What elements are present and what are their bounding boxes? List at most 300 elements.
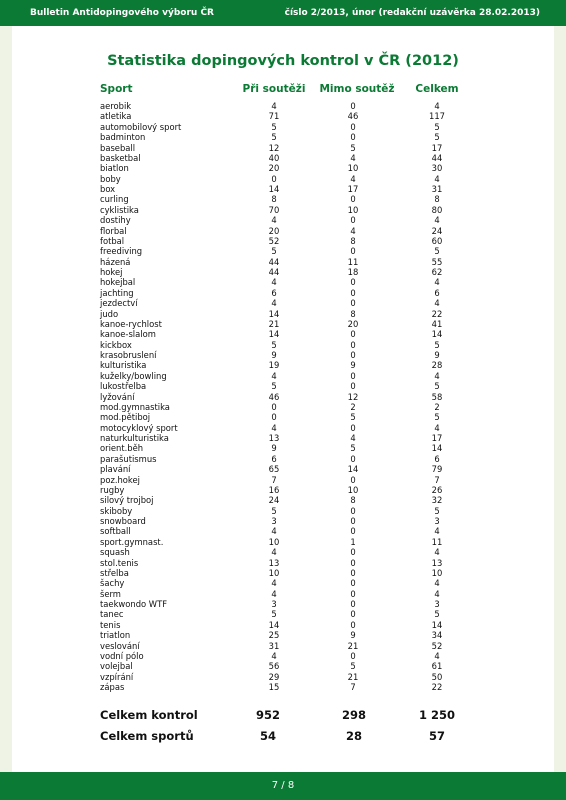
in-competition-value: 10 (268, 536, 280, 547)
sport-name: vzpírání (100, 671, 134, 682)
out-of-competition-value: 2 (350, 401, 356, 412)
table-row (12, 319, 554, 329)
out-of-competition-value: 0 (350, 370, 356, 381)
out-of-competition-value: 10 (347, 484, 359, 495)
sport-name: mod.pětiboj (100, 412, 151, 423)
table-row (12, 257, 554, 267)
sport-name: snowboard (100, 516, 146, 526)
out-of-competition-value: 11 (347, 256, 359, 267)
table-row (12, 371, 554, 381)
in-competition-value: 3 (271, 599, 277, 609)
total-value: 8 (434, 194, 440, 205)
sport-name: hokej (100, 267, 123, 277)
total-value: 13 (431, 557, 443, 568)
total-value: 9 (434, 350, 440, 360)
table-row (12, 246, 554, 256)
in-competition-value: 19 (268, 360, 280, 371)
sport-name: vodní pólo (100, 650, 144, 661)
sport-name: házená (100, 256, 131, 267)
sport-name: stol.tenis (100, 557, 139, 568)
table-row (12, 277, 554, 287)
table-row (12, 609, 554, 619)
total-value: 117 (429, 111, 445, 122)
total-value: 5 (434, 505, 440, 516)
sport-name: fotbal (100, 235, 125, 246)
in-competition-value: 70 (268, 204, 280, 215)
column-header-sport: Sport (100, 83, 133, 95)
table-row (12, 443, 554, 453)
total-value: 14 (431, 329, 443, 340)
page-number: 7 / 8 (271, 780, 295, 791)
out-of-competition-value: 0 (350, 474, 356, 485)
in-competition-value: 4 (271, 526, 277, 537)
out-of-competition-value: 4 (350, 433, 356, 443)
out-of-competition-value: 0 (350, 650, 356, 661)
total-value: 32 (431, 495, 443, 506)
in-competition-value: 4 (271, 650, 277, 661)
total-value: 4 (434, 277, 440, 288)
total-controls-label: Celkem kontrol (100, 708, 198, 722)
sport-name: jezdectví (100, 298, 138, 309)
table-row (12, 599, 554, 609)
sport-name: jachting (100, 287, 134, 298)
table-row (12, 153, 554, 163)
sport-name: skiboby (100, 505, 133, 516)
table-row (12, 402, 554, 412)
total-controls-out: 298 (341, 708, 366, 722)
out-of-competition-value: 0 (350, 350, 356, 360)
sport-name: parašutismus (100, 453, 157, 464)
in-competition-value: 5 (271, 381, 277, 392)
in-competition-value: 4 (271, 547, 277, 558)
table-row (12, 423, 554, 433)
sport-name: judo (100, 308, 119, 319)
out-of-competition-value: 0 (350, 287, 356, 298)
total-value: 62 (431, 267, 443, 277)
sport-name: veslování (100, 640, 140, 651)
in-competition-value: 4 (271, 422, 277, 433)
in-competition-value: 44 (268, 256, 280, 267)
in-competition-value: 4 (271, 101, 277, 111)
total-value: 26 (431, 484, 443, 495)
total-value: 17 (431, 433, 443, 443)
page-title: Statistika dopingových kontrol v ČR (2012) (107, 53, 459, 69)
total-value: 4 (434, 173, 440, 184)
table-row (12, 672, 554, 682)
total-controls-in: 952 (255, 708, 280, 722)
in-competition-value: 16 (268, 484, 280, 495)
sport-name: badminton (100, 132, 146, 143)
table-row (12, 589, 554, 599)
table-row (12, 475, 554, 485)
in-competition-value: 5 (271, 505, 277, 516)
out-of-competition-value: 10 (347, 163, 359, 174)
bulletin-title: Bulletin Antidopingového výboru ČR (30, 8, 214, 18)
out-of-competition-value: 0 (350, 453, 356, 464)
in-competition-value: 5 (271, 121, 277, 132)
table-row (12, 537, 554, 547)
sport-name: aerobik (100, 101, 132, 111)
out-of-competition-value: 9 (350, 630, 356, 641)
out-of-competition-value: 4 (350, 225, 356, 236)
sport-name: box (100, 184, 116, 194)
in-competition-value: 5 (271, 339, 277, 350)
out-of-competition-value: 8 (350, 308, 356, 319)
out-of-competition-value: 0 (350, 298, 356, 309)
table-row (12, 641, 554, 651)
sport-name: kanoe-slalom (100, 329, 156, 340)
total-value: 58 (431, 391, 443, 402)
total-sports-all: 57 (428, 729, 445, 743)
table-row (12, 526, 554, 536)
out-of-competition-value: 0 (350, 277, 356, 288)
table-row (12, 184, 554, 194)
in-competition-value: 4 (271, 298, 277, 309)
table-row (12, 360, 554, 370)
in-competition-value: 20 (268, 225, 280, 236)
in-competition-value: 56 (268, 661, 280, 672)
total-value: 14 (431, 443, 443, 454)
table-row (12, 485, 554, 495)
in-competition-value: 5 (271, 609, 277, 620)
table-row (12, 288, 554, 298)
total-value: 5 (434, 339, 440, 350)
column-header-in-competition: Při soutěži (242, 83, 306, 95)
out-of-competition-value: 5 (350, 661, 356, 672)
total-value: 31 (431, 184, 443, 194)
in-competition-value: 10 (268, 567, 280, 578)
out-of-competition-value: 46 (347, 111, 359, 122)
in-competition-value: 8 (271, 194, 277, 205)
table-row (12, 464, 554, 474)
in-competition-value: 5 (271, 132, 277, 143)
page-content (12, 26, 554, 772)
out-of-competition-value: 4 (350, 152, 356, 163)
table-row (12, 661, 554, 671)
sport-name: taekwondo WTF (100, 599, 168, 609)
in-competition-value: 4 (271, 277, 277, 288)
out-of-competition-value: 4 (350, 173, 356, 184)
table-row (12, 340, 554, 350)
sport-name: lyžování (100, 391, 135, 402)
sport-name: florbal (100, 225, 127, 236)
total-controls-all: 1 250 (418, 708, 455, 722)
total-value: 3 (434, 599, 440, 609)
in-competition-value: 0 (271, 412, 277, 423)
total-value: 22 (431, 308, 443, 319)
table-row (12, 215, 554, 225)
column-header-out-of-competition: Mimo soutěž (319, 83, 395, 95)
out-of-competition-value: 12 (347, 391, 359, 402)
in-competition-value: 4 (271, 588, 277, 599)
total-value: 28 (431, 360, 443, 371)
sport-name: silový trojboj (100, 495, 154, 506)
out-of-competition-value: 0 (350, 526, 356, 537)
sport-name: krasobruslení (100, 350, 157, 360)
sport-name: zápas (100, 682, 125, 692)
out-of-competition-value: 9 (350, 360, 356, 371)
sport-name: plavání (100, 464, 131, 475)
sport-name: kanoe-rychlost (100, 318, 162, 329)
out-of-competition-value: 5 (350, 443, 356, 454)
sport-name: kickbox (100, 339, 132, 350)
sport-name: orient.běh (100, 443, 144, 454)
table-row (12, 568, 554, 578)
out-of-competition-value: 0 (350, 516, 356, 526)
in-competition-value: 0 (271, 173, 277, 184)
total-value: 17 (431, 142, 443, 153)
out-of-competition-value: 0 (350, 121, 356, 132)
total-sports-out: 28 (345, 729, 362, 743)
sport-name: freediving (100, 246, 143, 257)
out-of-competition-value: 5 (350, 142, 356, 153)
total-value: 4 (434, 650, 440, 661)
sport-name: lukostřelba (100, 381, 147, 392)
table-row (12, 194, 554, 204)
sport-name: boby (100, 173, 121, 184)
total-value: 10 (431, 567, 443, 578)
sport-name: mod.gymnastika (100, 401, 170, 412)
out-of-competition-value: 8 (350, 235, 356, 246)
in-competition-value: 20 (268, 163, 280, 174)
sport-name: sport.gymnast. (100, 536, 164, 547)
total-value: 5 (434, 609, 440, 620)
table-row (12, 143, 554, 153)
total-controls-row (12, 708, 554, 724)
table-row (12, 298, 554, 308)
total-value: 44 (431, 152, 443, 163)
in-competition-value: 0 (271, 401, 277, 412)
table-row (12, 412, 554, 422)
total-value: 5 (434, 121, 440, 132)
total-value: 14 (431, 619, 443, 630)
total-value: 11 (431, 536, 443, 547)
out-of-competition-value: 7 (350, 682, 356, 692)
out-of-competition-value: 18 (347, 267, 359, 277)
in-competition-value: 14 (268, 308, 280, 319)
in-competition-value: 25 (268, 630, 280, 641)
sport-name: softball (100, 526, 131, 537)
in-competition-value: 6 (271, 453, 277, 464)
in-competition-value: 9 (271, 443, 277, 454)
out-of-competition-value: 0 (350, 422, 356, 433)
sport-name: squash (100, 547, 130, 558)
sport-name: atletika (100, 111, 132, 122)
in-competition-value: 71 (268, 111, 280, 122)
out-of-competition-value: 1 (350, 536, 356, 547)
table-row (12, 236, 554, 246)
table-row (12, 516, 554, 526)
in-competition-value: 12 (268, 142, 280, 153)
sport-name: motocyklový sport (100, 422, 178, 433)
total-value: 6 (434, 453, 440, 464)
total-value: 4 (434, 578, 440, 589)
in-competition-value: 44 (268, 267, 280, 277)
in-competition-value: 14 (268, 619, 280, 630)
total-value: 5 (434, 246, 440, 257)
total-value: 5 (434, 132, 440, 143)
out-of-competition-value: 0 (350, 381, 356, 392)
statistics-table (12, 101, 554, 692)
in-competition-value: 40 (268, 152, 280, 163)
total-value: 4 (434, 526, 440, 537)
table-row (12, 111, 554, 121)
out-of-competition-value: 21 (347, 671, 359, 682)
out-of-competition-value: 17 (347, 184, 359, 194)
out-of-competition-value: 0 (350, 619, 356, 630)
sport-name: dostihy (100, 215, 131, 226)
table-row (12, 226, 554, 236)
footer-bar (0, 772, 566, 800)
table-row (12, 101, 554, 111)
out-of-competition-value: 0 (350, 609, 356, 620)
total-value: 5 (434, 412, 440, 423)
in-competition-value: 46 (268, 391, 280, 402)
table-row (12, 682, 554, 692)
table-row (12, 392, 554, 402)
sport-name: šachy (100, 578, 125, 589)
total-value: 7 (434, 474, 440, 485)
total-value: 80 (431, 204, 443, 215)
sport-name: poz.hokej (100, 474, 140, 485)
sport-name: naturkulturistika (100, 433, 169, 443)
in-competition-value: 15 (268, 682, 280, 692)
out-of-competition-value: 10 (347, 204, 359, 215)
sport-name: cyklistika (100, 204, 139, 215)
table-row (12, 132, 554, 142)
sport-name: šerm (100, 588, 121, 599)
in-competition-value: 6 (271, 287, 277, 298)
sport-name: basketbal (100, 152, 141, 163)
in-competition-value: 52 (268, 235, 280, 246)
total-value: 61 (431, 661, 443, 672)
table-row (12, 309, 554, 319)
table-row (12, 174, 554, 184)
in-competition-value: 14 (268, 184, 280, 194)
table-row (12, 122, 554, 132)
table-row (12, 620, 554, 630)
out-of-competition-value: 0 (350, 547, 356, 558)
sport-name: biatlon (100, 163, 129, 174)
total-value: 22 (431, 682, 443, 692)
total-sports-row (12, 729, 554, 745)
sport-name: triatlon (100, 630, 131, 641)
in-competition-value: 21 (268, 318, 280, 329)
total-value: 41 (431, 318, 443, 329)
total-value: 6 (434, 287, 440, 298)
table-row (12, 381, 554, 391)
out-of-competition-value: 0 (350, 194, 356, 205)
table-row (12, 433, 554, 443)
total-value: 4 (434, 298, 440, 309)
header-bar (0, 0, 566, 26)
sport-name: curling (100, 194, 129, 205)
sport-name: baseball (100, 142, 136, 153)
total-value: 52 (431, 640, 443, 651)
out-of-competition-value: 0 (350, 567, 356, 578)
out-of-competition-value: 0 (350, 246, 356, 257)
table-row (12, 267, 554, 277)
out-of-competition-value: 20 (347, 318, 359, 329)
in-competition-value: 4 (271, 215, 277, 226)
total-value: 4 (434, 215, 440, 226)
total-value: 4 (434, 547, 440, 558)
sport-name: hokejbal (100, 277, 136, 288)
in-competition-value: 13 (268, 433, 280, 443)
in-competition-value: 7 (271, 474, 277, 485)
sport-name: kulturistika (100, 360, 147, 371)
in-competition-value: 65 (268, 464, 280, 475)
table-row (12, 547, 554, 557)
total-value: 3 (434, 516, 440, 526)
table-row (12, 350, 554, 360)
table-row (12, 630, 554, 640)
out-of-competition-value: 5 (350, 412, 356, 423)
table-row (12, 506, 554, 516)
in-competition-value: 29 (268, 671, 280, 682)
column-header-total: Celkem (415, 83, 459, 95)
total-sports-label: Celkem sportů (100, 729, 194, 743)
out-of-competition-value: 8 (350, 495, 356, 506)
sport-name: tenis (100, 619, 121, 630)
out-of-competition-value: 0 (350, 132, 356, 143)
issue-info: číslo 2/2013, únor (redakční uzávěrka 28.02.2013) (284, 8, 540, 18)
in-competition-value: 24 (268, 495, 280, 506)
in-competition-value: 9 (271, 350, 277, 360)
out-of-competition-value: 0 (350, 505, 356, 516)
out-of-competition-value: 0 (350, 215, 356, 226)
out-of-competition-value: 0 (350, 101, 356, 111)
table-row (12, 454, 554, 464)
out-of-competition-value: 0 (350, 588, 356, 599)
table-row (12, 205, 554, 215)
total-value: 4 (434, 101, 440, 111)
total-value: 4 (434, 422, 440, 433)
total-value: 34 (431, 630, 443, 641)
table-row (12, 651, 554, 661)
total-value: 24 (431, 225, 443, 236)
total-value: 55 (431, 256, 443, 267)
table-row (12, 578, 554, 588)
out-of-competition-value: 0 (350, 557, 356, 568)
total-value: 30 (431, 163, 443, 174)
out-of-competition-value: 0 (350, 599, 356, 609)
sport-name: tanec (100, 609, 124, 620)
table-row (12, 558, 554, 568)
total-value: 4 (434, 370, 440, 381)
in-competition-value: 4 (271, 578, 277, 589)
sport-name: kuželky/bowling (100, 370, 167, 381)
table-row (12, 495, 554, 505)
table-row (12, 163, 554, 173)
total-value: 4 (434, 588, 440, 599)
sport-name: rugby (100, 484, 125, 495)
out-of-competition-value: 14 (347, 464, 359, 475)
out-of-competition-value: 21 (347, 640, 359, 651)
in-competition-value: 5 (271, 246, 277, 257)
out-of-competition-value: 0 (350, 578, 356, 589)
in-competition-value: 14 (268, 329, 280, 340)
sport-name: automobilový sport (100, 121, 182, 132)
total-value: 5 (434, 381, 440, 392)
sport-name: střelba (100, 567, 129, 578)
in-competition-value: 3 (271, 516, 277, 526)
total-value: 79 (431, 464, 443, 475)
in-competition-value: 13 (268, 557, 280, 568)
sport-name: volejbal (100, 661, 133, 672)
total-sports-in: 54 (259, 729, 276, 743)
table-row (12, 329, 554, 339)
